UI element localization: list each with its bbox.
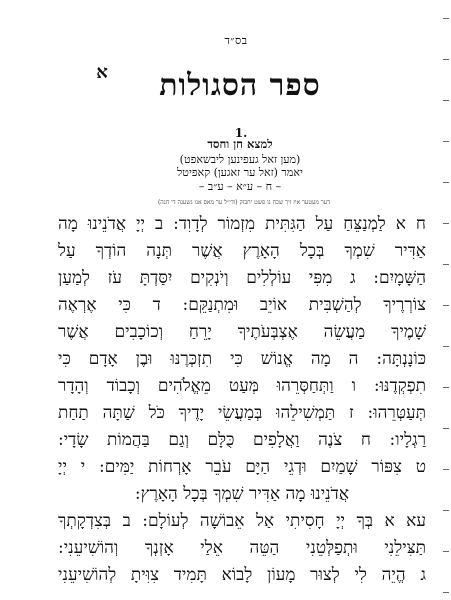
margin-tick [443, 592, 449, 593]
bsd-header: בס״ד [224, 34, 248, 47]
margin-tick [443, 59, 449, 60]
margin-tick [443, 223, 449, 224]
text-line: הַשָּׁמָיִם: ג מִפִּי עוֹלְלִים וְיֹנְקִים יִסַּדְתָּ עֹז לְמַעַן [58, 268, 426, 288]
psalm-text [58, 211, 426, 589]
text-line: ח א לַמְנַצֵּחַ עַל הַגִּתִּית מִזְמוֹר לְדָוִד: ב יְיָ אֲדֹנֵינוּ מָה [58, 214, 426, 234]
text-line: כּוֹנָנְתָּה: ה מָה אֱנוֹשׁ כִּי תִזְכְּרֶנּוּ וּבֶן אָדָם כִּי [58, 349, 426, 369]
margin-tick [443, 264, 449, 265]
margin-tick [443, 387, 449, 388]
text-line: צוֹרְרֶיךָ לְהַשְׁבִּית אוֹיֵב וּמִתְנַקֵּם: ד כִּי אֶרְאֶה [58, 295, 426, 315]
yiddish-line-1: (מען זאל געפינען ליבשאפט) [179, 153, 301, 166]
margin-tick [443, 510, 449, 511]
margin-tick [443, 346, 449, 347]
chapter-list: – ח – ע״א – ע״ב – [198, 180, 282, 193]
text-line: תַּצִּילֵנִי וּתְפַלְּטֵנִי הַטֵּה אֵלַי אָזְנְךָ וְהוֹשִׁיעֵנִי: [58, 538, 426, 558]
margin-tick [443, 141, 449, 142]
margin-tick [443, 469, 449, 470]
small-note: דער מעטער איז זיך שכח נו פשט יחבוק (ודי״ל ער מאס אנו גשענה די חנה) [157, 199, 331, 206]
text-line: תִפְקְדֶנּוּ: ו וַתְּחַסְּרֵהוּ מְּעַט מֵאֱלֹהִים וְכָבוֹד וְהָדָר [58, 376, 426, 396]
margin-tick [443, 305, 449, 306]
section-heading: למצא חן וחסד [207, 137, 273, 151]
margin-tick [443, 100, 449, 101]
text-line: ט צִפּוֹר שָׁמַיִם וּדְגֵי הַיָּם עֹבֵר אָרְחוֹת יַמִּים: י יְיָ [58, 457, 426, 477]
margin-tick [443, 551, 449, 552]
text-line: רַגְלָיו: ח צֹנֶה וַאֲלָפִים כֻּלָּם וְגַם בַּהֲמוֹת שָׂדָי: [58, 430, 426, 450]
scan-margin-ticks [441, 18, 451, 598]
book-title: ספר הסגולות [159, 68, 321, 103]
margin-tick [443, 18, 449, 19]
text-line: עא א בְּךָ יְיָ חָסִיתִי אַל אֵבוֹשָׁה לְעוֹלָם: ב בְּצִדְקָתְךָ [58, 511, 426, 531]
yiddish-line-2: יאמר (זאל ער זאגען) קאפיטל [177, 166, 303, 179]
page-letter: א [96, 62, 108, 83]
section-number: 1. [234, 126, 248, 140]
text-line: שָׁמֶיךָ מַעֲשֵׂה אֶצְבְּעֹתֶיךָ יָרֵחַ וְכוֹכָבִים אֲשֶׁר [58, 322, 426, 342]
margin-tick [443, 428, 449, 429]
text-line: אֲדֹנֵינוּ מָה אַדִּיר שִׁמְךָ בְּכָל הָאָרֶץ: [134, 484, 350, 504]
margin-tick [443, 182, 449, 183]
text-line: ג הֱיֵה לִי לְצוּר מָעוֹן לָבוֹא תָּמִיד צִוִּיתָ לְהוֹשִׁיעֵנִי [58, 565, 426, 585]
text-line: אַדִּיר שִׁמְךָ בְּכָל הָאָרֶץ אֲשֶׁר תְּנָה הוֹדְךָ עַל [58, 241, 426, 261]
text-line: תְּעַטְּרֵהוּ: ז תַּמְשִׁילֵהוּ בְּמַעֲשֵׂי יָדֶיךָ כֹּל שַׁתָּה תַחַת [58, 403, 426, 423]
